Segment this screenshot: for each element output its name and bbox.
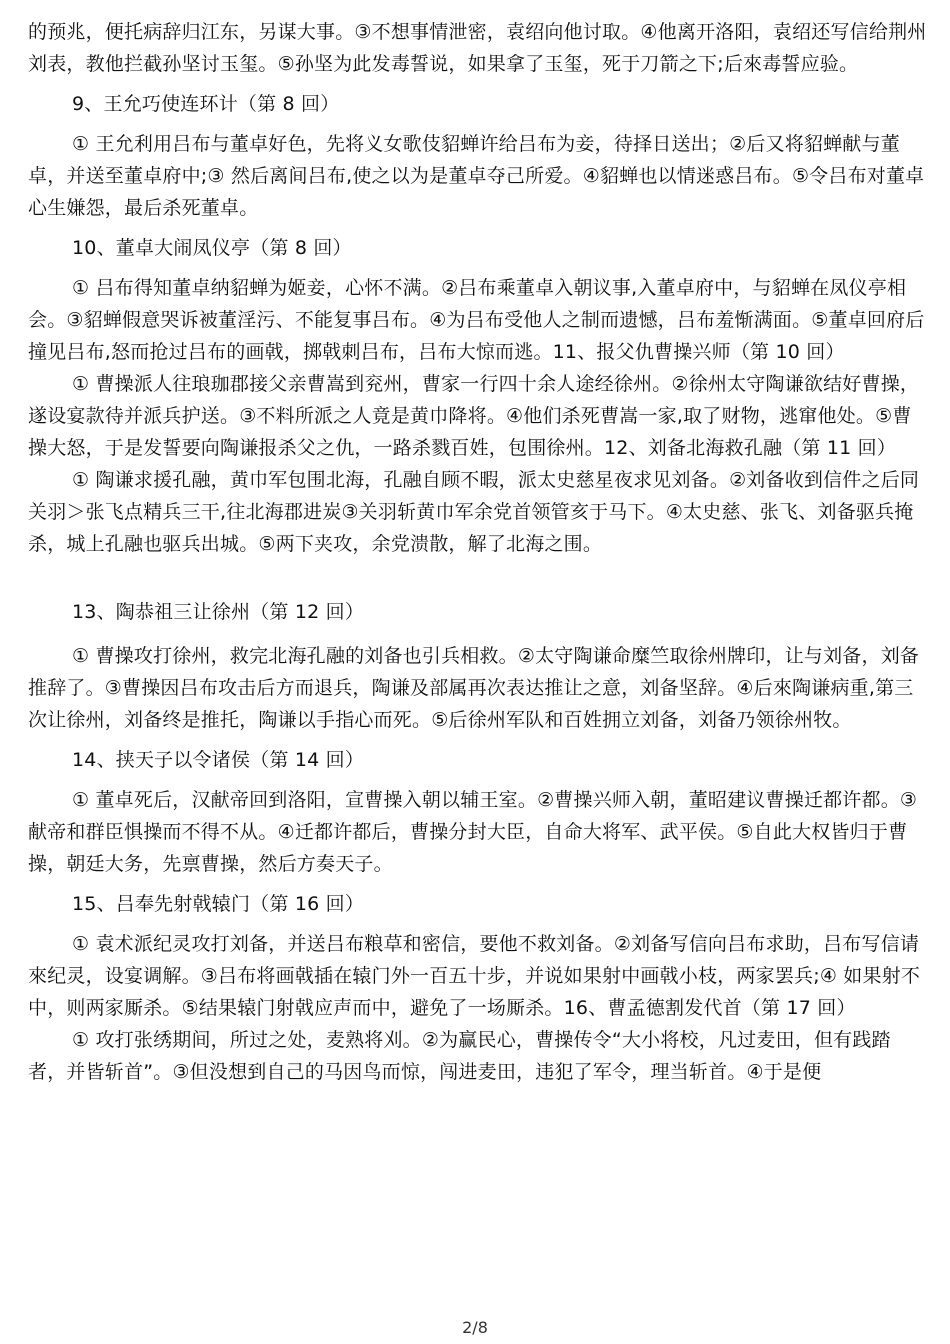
section-body-16: ① 攻打张绣期间，所过之处，麦熟将刈。②为赢民心，曹操传令“大小将校，凡过麦田，但有践踏者，并皆斩首”。③但没想到自己的马因鸟而惊，闯进麦田，违犯了军令，理当斩首。④于是便 <box>28 1029 891 1083</box>
section-body-13: ① 曹操攻打徐州，救完北海孔融的刘备也引兵相救。②太守陶谦命糜竺取徐州牌印，让与刘备，刘备推辞了。③曹操因吕布攻击后方而退兵，陶谦及部属再次表达推让之意，刘备坚辞。④后來陶谦病重,第三次让徐州，刘备终是推托，陶谦以手指心而死。⑤后徐州军队和百姓拥立刘备，刘备乃领徐州牧。 <box>28 645 920 731</box>
section-body-9: ① 王允利用吕布与董卓好色，先将义女歌伎貂蝉许给吕布为妾，待择日送出；②后又将貂蝉献与董卓，并送至董卓府中;③ 然后离间吕布,使之以为是董卓夺己所爱。④貂蝉也以情迷惑吕布。⑤令吕布对董卓心生嫌怨，最后杀死董卓。 <box>28 133 925 219</box>
page-number: 2/8 <box>462 1318 488 1337</box>
section-heading-14: 14、挟天子以令诸侯（第 14 回） <box>72 749 365 771</box>
section-body-10: ① 吕布得知董卓纳貂蝉为姬妾，心怀不满。②吕布乘董卓入朝议事,入董卓府中，与貂蝉在凤仪亭相会。③貂蝉假意哭诉被董淫污、不能复事吕布。④为吕布受他人之制而遗憾，吕布羞惭满面。⑤董卓回府后撞见吕布,怒而抢过吕布的画戟，掷戟刺吕布，吕布大惊而逃。11、报父仇曹操兴师（第 10 回） <box>28 277 925 363</box>
section-body-14: ① 董卓死后，汉献帝回到洛阳，宣曹操入朝以辅王室。②曹操兴师入朝，董昭建议曹操迁都许都。③献帝和群臣惧操而不得不从。④迁都许都后，曹操分封大臣，自命大将军、武平侯。⑤自此大权皆归于曹操，朝廷大务，先禀曹操，然后方奏天子。 <box>28 789 918 875</box>
section-heading-13: 13、陶恭祖三让徐州（第 12 回） <box>72 601 365 623</box>
paragraph-continuation: 的预兆，便托病辞归江东，另谋大事。③不想事情泄密，袁绍向他讨取。④他离开洛阳，袁绍还写信给荆州刘表，教他拦截孙坚讨玉玺。⑤孙坚为此发毒誓说，如果拿了玉玺，死于刀箭之下;后來毒誓应验。 <box>28 21 927 75</box>
section-body-15: ① 袁术派纪灵攻打刘备，并送吕布粮草和密信，要他不救刘备。②刘备写信向吕布求助，吕布写信请來纪灵，设宴调解。③吕布将画戟插在辕门外一百五十步，并说如果射中画戟小枝，两家罢兵;④ 如果射不中，则两家厮杀。⑤结果辕门射戟应声而中，避免了一场厮杀。16、曹孟德割发代首（第 17 回） <box>28 933 921 1019</box>
section-body-12: ① 陶谦求援孔融，黄巾军包围北海，孔融自顾不暇，派太史慈星夜求见刘备。②刘备收到信件之后同关羽＞张飞点精兵三干,往北海郡进炭③关羽斩黄巾军余党首领管亥于马下。④太史慈、张飞、刘备驱兵掩杀，城上孔融也驱兵出城。⑤两下夹攻，余党溃散，解了北海之围。 <box>28 469 920 555</box>
document-body <box>28 16 928 1088</box>
section-heading-9: 9、王允巧使连环计（第 8 回） <box>72 93 340 115</box>
section-heading-15: 15、吕奉先射戟辕门（第 16 回） <box>72 893 365 915</box>
section-heading-10: 10、董卓大闹凤仪亭（第 8 回） <box>72 237 352 259</box>
section-body-11: ① 曹操派人往琅珈郡接父亲曹嵩到兖州，曹家一行四十余人途经徐州。②徐州太守陶谦欲结好曹操，遂设宴款待并派兵护送。③不料所派之人竟是黄巾降将。④他们杀死曹嵩一家,取了财物，逃窜他处。⑤曹操大怒，于是发誓要向陶谦报杀父之仇，一路杀戮百姓，包围徐州。12、刘备北海救孔融（第 11 回） <box>28 373 920 459</box>
